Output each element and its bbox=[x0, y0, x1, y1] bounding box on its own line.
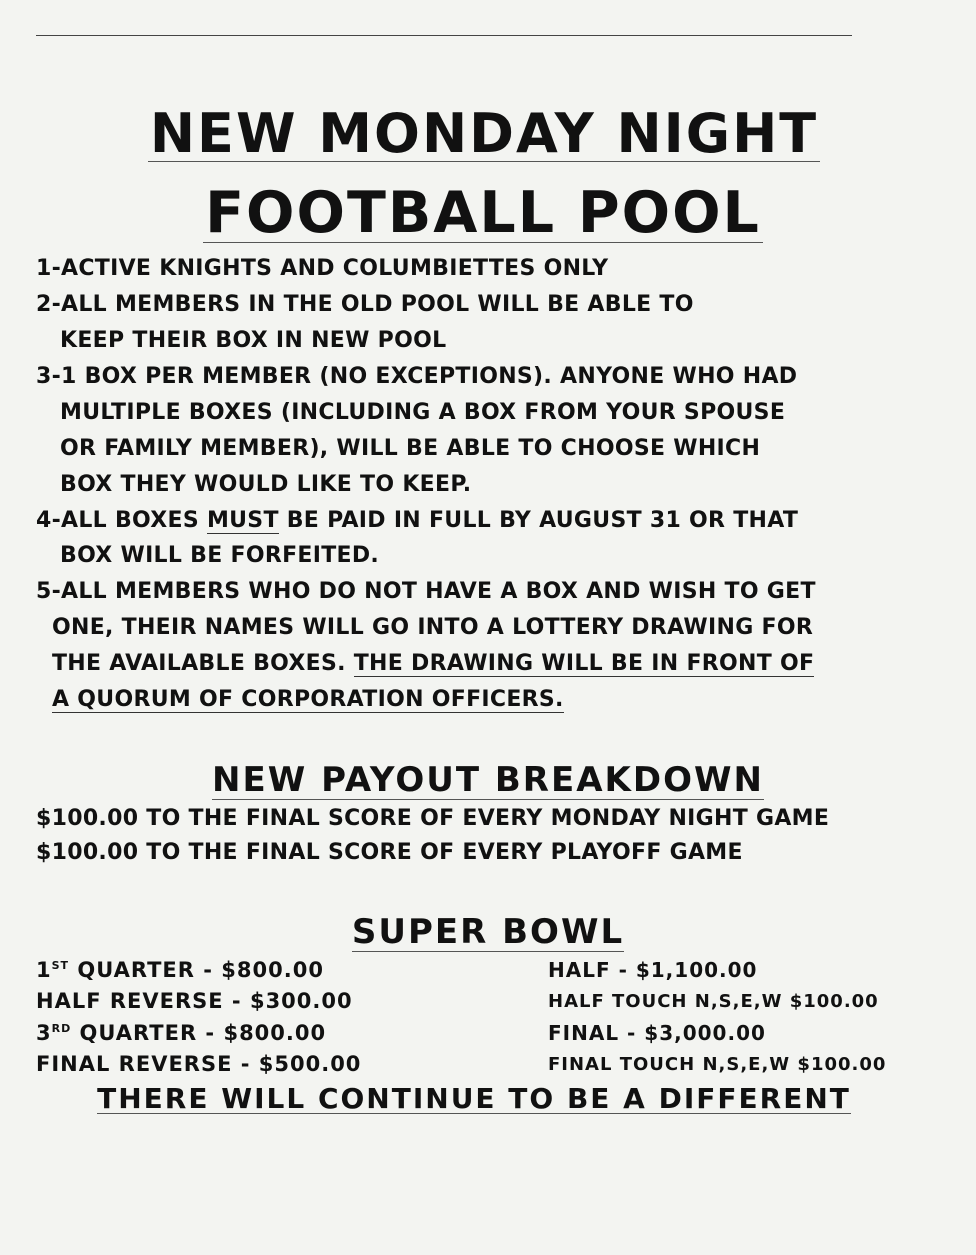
sb-half: HALF - $1,100.00 bbox=[548, 958, 758, 982]
title-line-1: NEW MONDAY NIGHT bbox=[149, 102, 819, 165]
rule-5-line-2: ONE, THEIR NAMES WILL GO INTO A LOTTERY DRAWING FOR bbox=[52, 615, 814, 640]
rule-3-line-2: MULTIPLE BOXES (INCLUDING A BOX FROM YOUR SPOUSE bbox=[60, 400, 786, 425]
sb-final-touch: FINAL TOUCH N,S,E,W $100.00 bbox=[548, 1054, 887, 1075]
footer-line: THERE WILL CONTINUE TO BE A DIFFERENT bbox=[97, 1082, 851, 1115]
rule-5-line-4 bbox=[52, 687, 564, 713]
top-rule bbox=[36, 35, 852, 36]
rule-4-pre: 4-ALL BOXES bbox=[36, 508, 207, 533]
sb-half-reverse: HALF REVERSE - $300.00 bbox=[36, 989, 353, 1013]
super-bowl-heading: SUPER BOWL bbox=[351, 912, 625, 952]
rule-2-line-2: KEEP THEIR BOX IN NEW POOL bbox=[60, 328, 447, 353]
rule-4-must: MUST bbox=[206, 508, 279, 533]
rule-3-line-4: BOX THEY WOULD LIKE TO KEEP. bbox=[60, 472, 472, 497]
sb-half-touch: HALF TOUCH N,S,E,W $100.00 bbox=[548, 991, 879, 1012]
rule-4-line-1 bbox=[36, 508, 798, 534]
payout-heading: NEW PAYOUT BREAKDOWN bbox=[212, 760, 764, 800]
rule-5-pre: THE AVAILABLE BOXES. bbox=[52, 651, 354, 676]
rule-5-line-3 bbox=[52, 651, 814, 677]
payout-line-1: $100.00 TO THE FINAL SCORE OF EVERY MONDAY NIGHT GAME bbox=[36, 806, 830, 831]
rule-3-line-3: OR FAMILY MEMBER), WILL BE ABLE TO CHOOSE WHICH bbox=[60, 436, 761, 461]
rule-5-line-1: 5-ALL MEMBERS WHO DO NOT HAVE A BOX AND WISH TO GET bbox=[36, 579, 816, 604]
rule-4-post: BE PAID IN FULL BY AUGUST 31 OR THAT bbox=[278, 508, 799, 533]
rule-2-line-1: 2-ALL MEMBERS IN THE OLD POOL WILL BE ABLE TO bbox=[36, 292, 694, 317]
rule-4-line-2: BOX WILL BE FORFEITED. bbox=[60, 543, 380, 568]
payout-line-2: $100.00 TO THE FINAL SCORE OF EVERY PLAYOFF GAME bbox=[36, 840, 743, 865]
sb-final-reverse: FINAL REVERSE - $500.00 bbox=[36, 1052, 362, 1076]
sb-final: FINAL - $3,000.00 bbox=[548, 1021, 766, 1045]
rule-5-underlined-2: A QUORUM OF CORPORATION OFFICERS. bbox=[52, 687, 564, 712]
sb-third-quarter: 3RD QUARTER - $800.00 bbox=[36, 1021, 327, 1045]
title-line-2: FOOTBALL POOL bbox=[205, 180, 761, 246]
rule-1: 1-ACTIVE KNIGHTS AND COLUMBIETTES ONLY bbox=[36, 256, 609, 281]
rule-3-line-1: 3-1 BOX PER MEMBER (NO EXCEPTIONS). ANYONE WHO HAD bbox=[36, 364, 798, 389]
sb-first-quarter: 1ST QUARTER - $800.00 bbox=[36, 958, 324, 982]
rule-5-underlined: THE DRAWING WILL BE IN FRONT OF bbox=[353, 651, 815, 676]
